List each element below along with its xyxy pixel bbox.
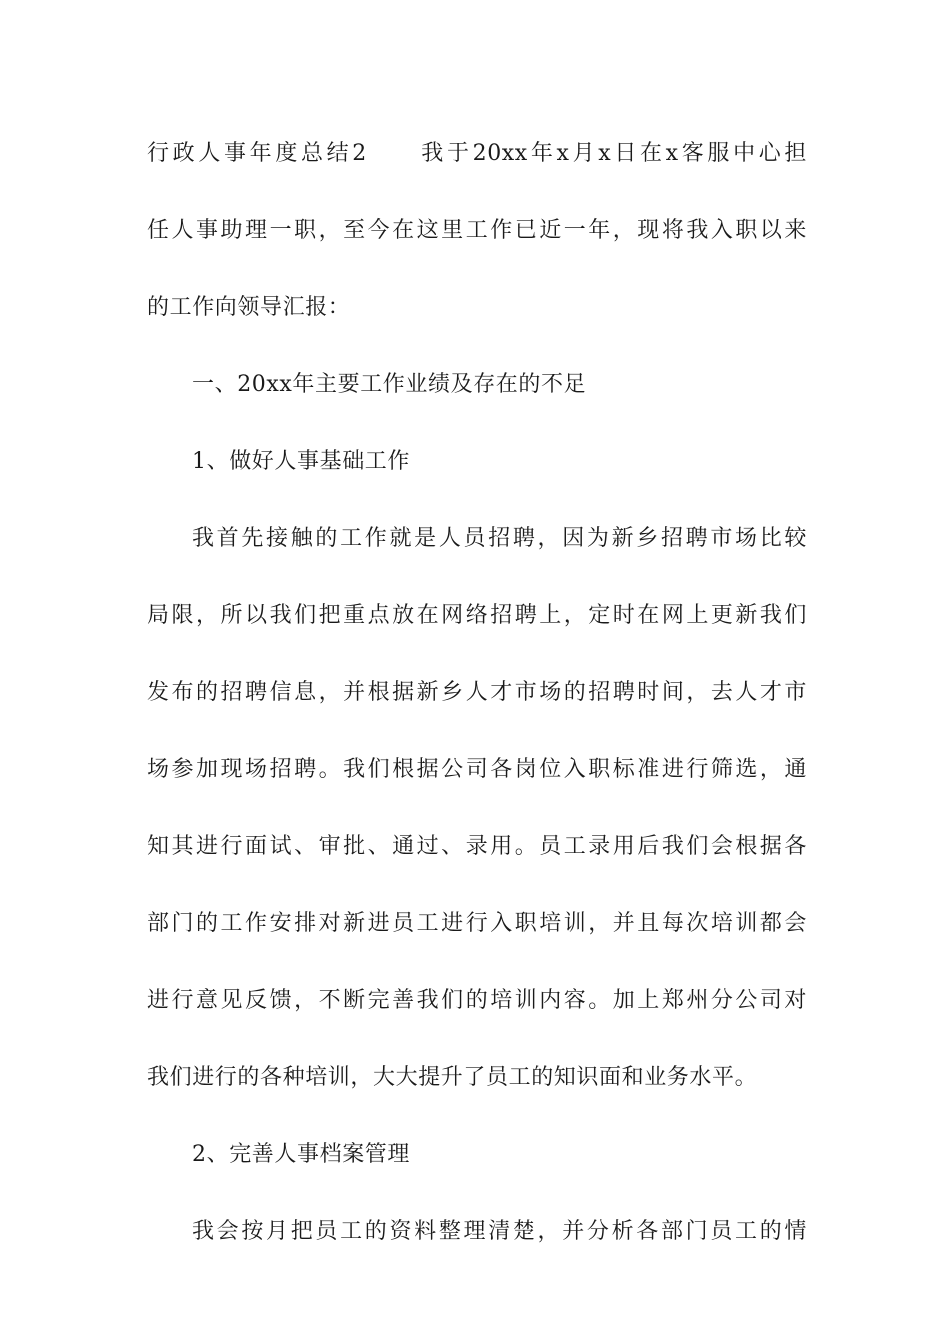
paragraph-line: 行政人事年度总结2 我于20xx年x月x日在x客服中心担	[147, 141, 807, 166]
paragraph-line: 进行意见反馈，不断完善我们的培训内容。加上郑州分公司对	[147, 988, 807, 1013]
paragraph-line: 我会按月把员工的资料整理清楚，并分析各部门员工的情	[192, 1219, 807, 1244]
subsection-heading: 2、完善人事档案管理	[192, 1142, 410, 1167]
paragraph-line: 场参加现场招聘。我们根据公司各岗位入职标准进行筛选，通	[147, 757, 807, 782]
section-heading: 一、20xx年主要工作业绩及存在的不足	[192, 372, 587, 397]
document-body	[147, 126, 807, 1260]
paragraph-line: 局限，所以我们把重点放在网络招聘上，定时在网上更新我们	[147, 603, 807, 628]
paragraph-line: 的工作向领导汇报：	[147, 295, 351, 320]
paragraph-line: 发布的招聘信息，并根据新乡人才市场的招聘时间，去人才市	[147, 680, 807, 705]
paragraph-line: 我首先接触的工作就是人员招聘，因为新乡招聘市场比较	[192, 526, 807, 551]
subsection-heading: 1、做好人事基础工作	[192, 449, 410, 474]
paragraph-line: 部门的工作安排对新进员工进行入职培训，并且每次培训都会	[147, 911, 807, 936]
paragraph-line: 我们进行的各种培训，大大提升了员工的知识面和业务水平。	[147, 1065, 758, 1090]
paragraph-line: 知其进行面试、审批、通过、录用。员工录用后我们会根据各	[147, 834, 807, 859]
paragraph-line: 任人事助理一职，至今在这里工作已近一年，现将我入职以来	[147, 218, 807, 243]
